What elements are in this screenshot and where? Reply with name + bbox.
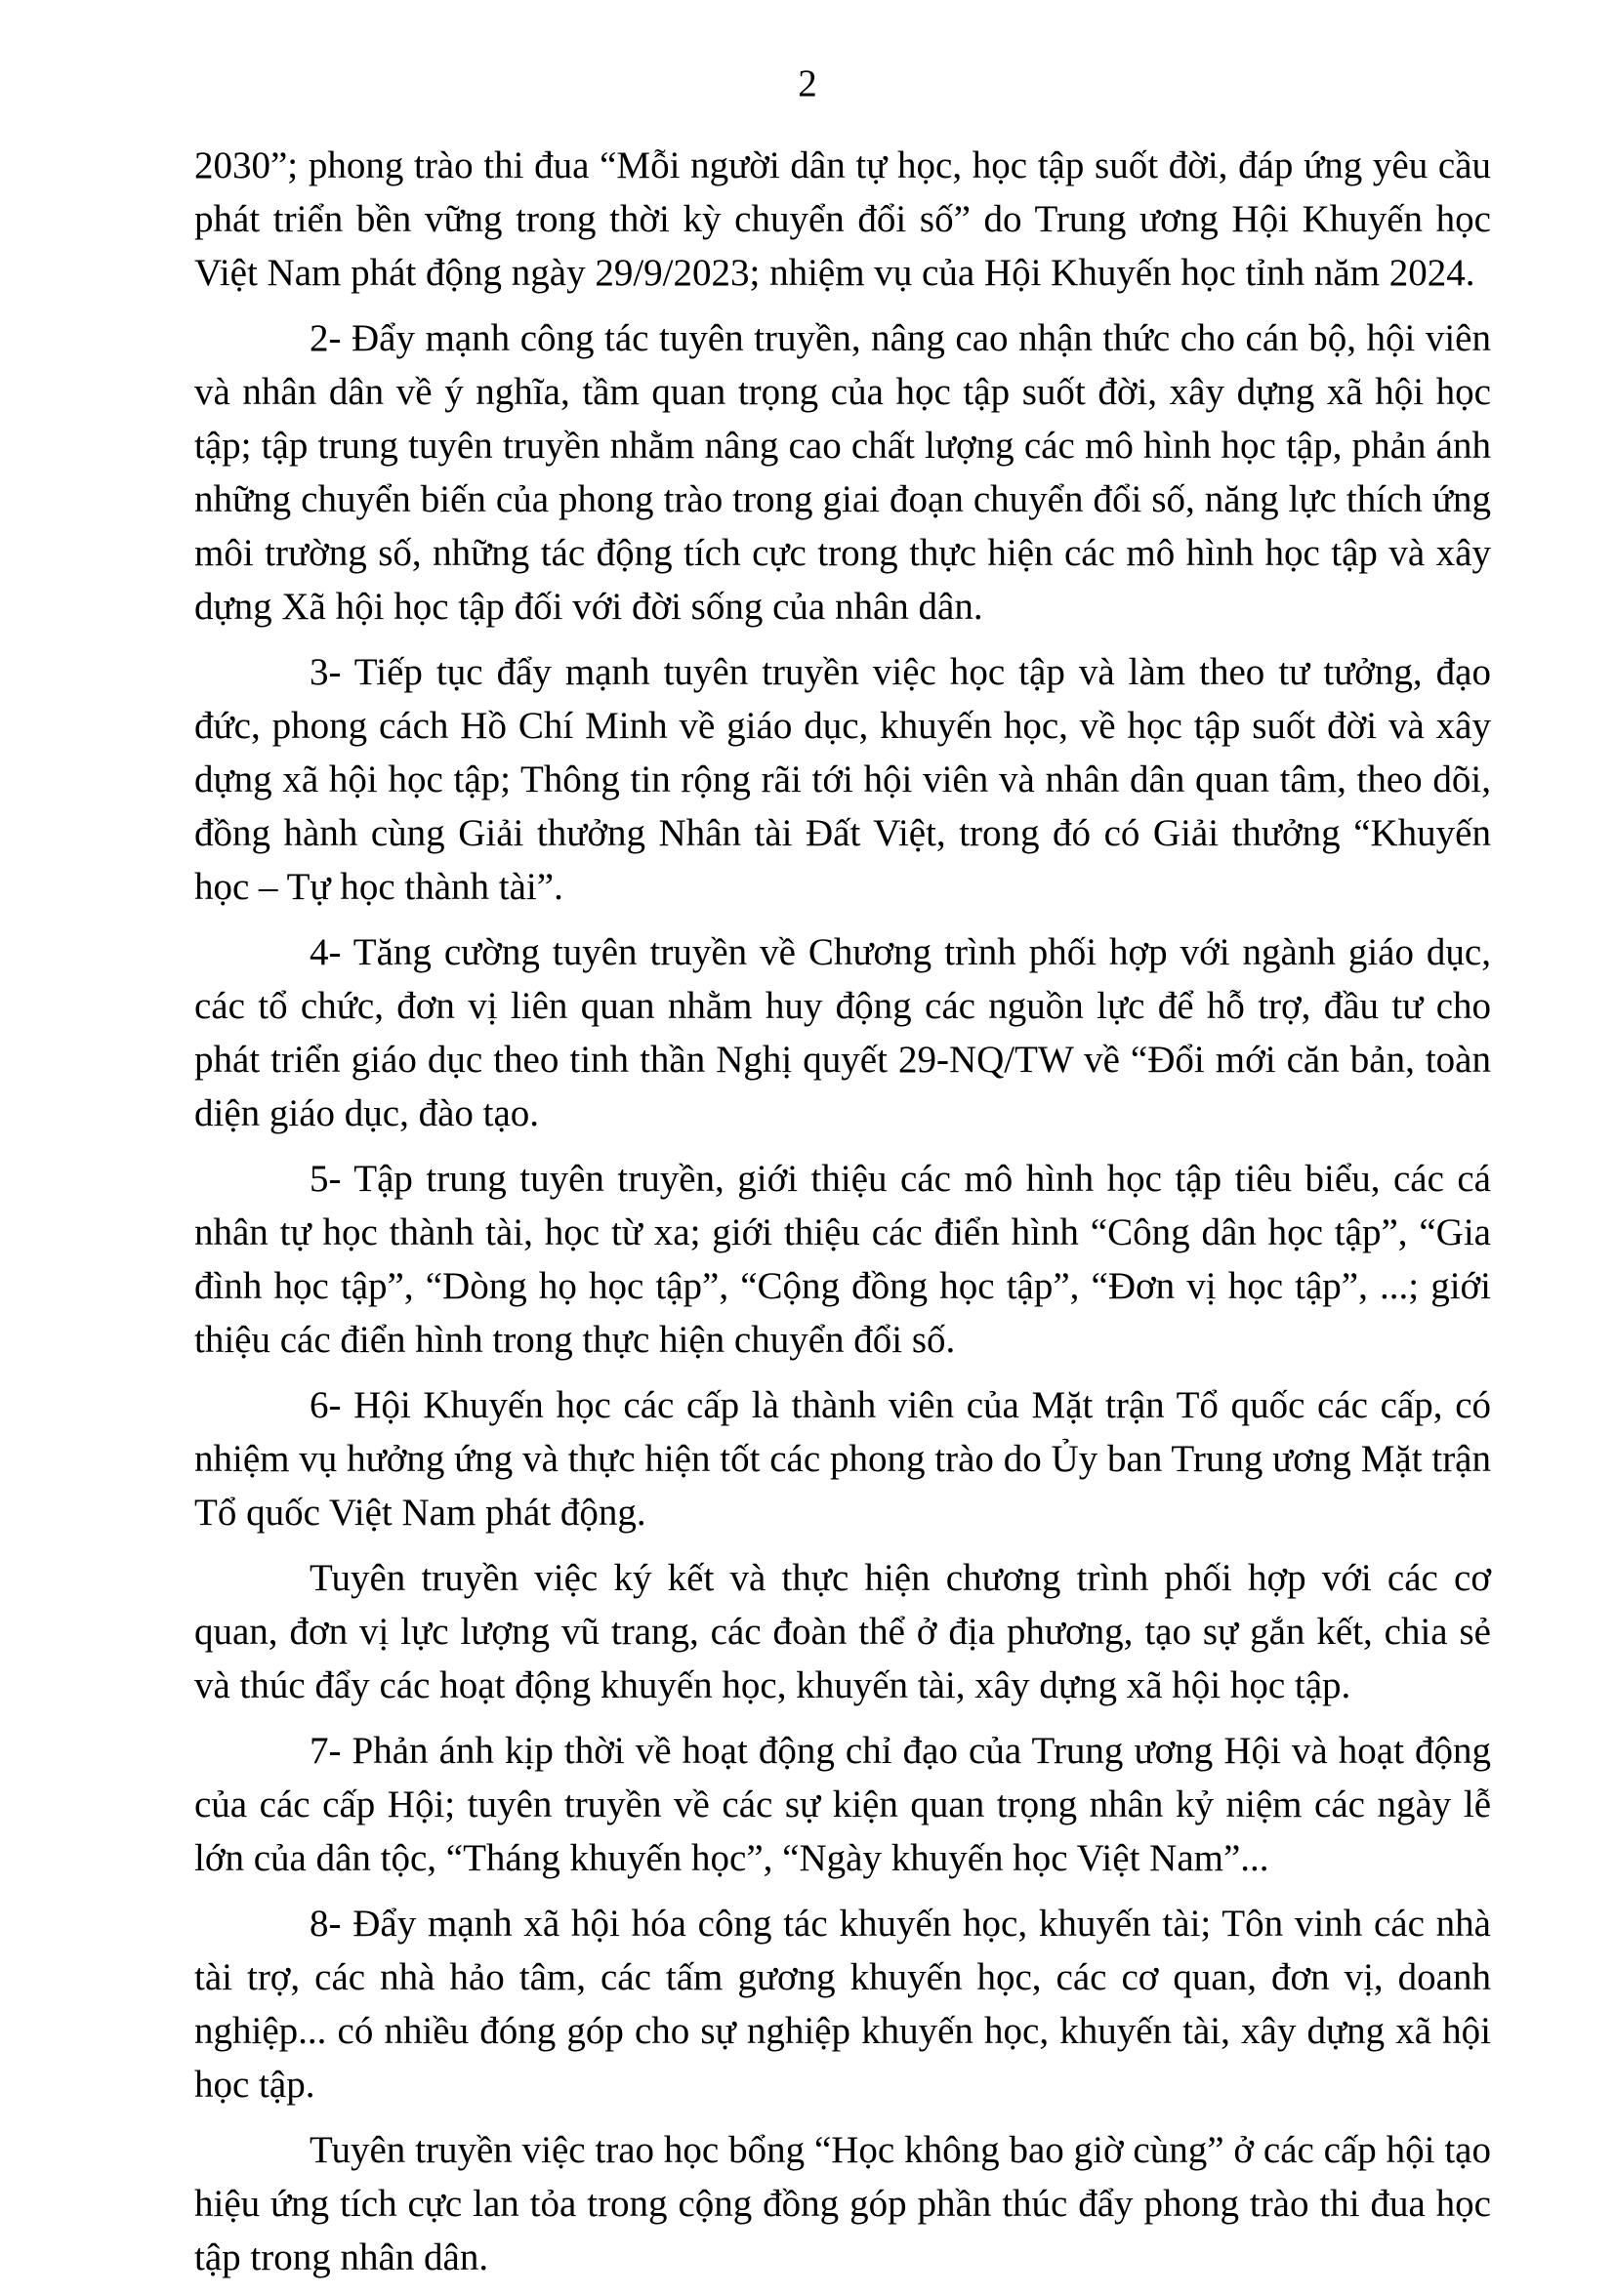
document-body [194,139,1491,2296]
page-number: 2 [798,62,817,104]
paragraph-continuation: 2030”; phong trào thi đua “Mỗi người dân tự học, học tập suốt đời, đáp ứng yêu cầu phát triển bền vững trong thời kỳ chuyển đổi số” do Trung ương Hội Khuyến học Việt Nam phát động ngày 29/9/2023; nhiệm vụ của Hội Khuyến học tỉnh năm 2024. [194,144,1491,294]
paragraph-item-8: 8- Đẩy mạnh xã hội hóa công tác khuyến học, khuyến tài; Tôn vinh các nhà tài trợ, các nhà hảo tâm, các tấm gương khuyến học, các cơ quan, đơn vị, doanh nghiệp... có nhiều đóng góp cho sự nghiệp khuyến học, khuyến tài, xây dựng xã hội học tập. [194,1903,1491,2106]
paragraph-item-3: 3- Tiếp tục đẩy mạnh tuyên truyền việc học tập và làm theo tư tưởng, đạo đức, phong cách Hồ Chí Minh về giáo dục, khuyến học, về học tập suốt đời và xây dựng xã hội học tập; Thông tin rộng rãi tới hội viên và nhân dân quan tâm, theo dõi, đồng hành cùng Giải thưởng Nhân tài Đất Việt, trong đó có Giải thưởng “Khuyến học – Tự học thành tài”. [194,651,1491,908]
paragraph-item-6-continued: Tuyên truyền việc ký kết và thực hiện chương trình phối hợp với các cơ quan, đơn vị lực lượng vũ trang, các đoàn thể ở địa phương, tạo sự gắn kết, chia sẻ và thúc đẩy các hoạt động khuyến học, khuyến tài, xây dựng xã hội học tập. [194,1557,1491,1706]
paragraph-item-8-continued: Tuyên truyền việc trao học bổng “Học không bao giờ cùng” ở các cấp hội tạo hiệu ứng tích cực lan tỏa trong cộng đồng góp phần thúc đẩy phong trào thi đua học tập trong nhân dân. [194,2129,1491,2278]
paragraph-item-5: 5- Tập trung tuyên truyền, giới thiệu các mô hình học tập tiêu biểu, các cá nhân tự học thành tài, học từ xa; giới thiệu các điển hình “Công dân học tập”, “Gia đình học tập”, “Dòng họ học tập”, “Cộng đồng học tập”, “Đơn vị học tập”, ...; giới thiệu các điển hình trong thực hiện chuyển đổi số. [194,1158,1491,1361]
paragraph-item-2: 2- Đẩy mạnh công tác tuyên truyền, nâng cao nhận thức cho cán bộ, hội viên và nhân dân về ý nghĩa, tầm quan trọng của học tập suốt đời, xây dựng xã hội học tập; tập trung tuyên truyền nhằm nâng cao chất lượng các mô hình học tập, phản ánh những chuyển biến của phong trào trong giai đoạn chuyển đổi số, năng lực thích ứng môi trường số, những tác động tích cực trong thực hiện các mô hình học tập và xây dựng Xã hội học tập đối với đời sống của nhân dân. [194,317,1491,628]
paragraph-item-6: 6- Hội Khuyến học các cấp là thành viên của Mặt trận Tổ quốc các cấp, có nhiệm vụ hưởng ứng và thực hiện tốt các phong trào do Ủy ban Trung ương Mặt trận Tổ quốc Việt Nam phát động. [194,1384,1491,1534]
paragraph-item-4: 4- Tăng cường tuyên truyền về Chương trình phối hợp với ngành giáo dục, các tổ chức, đơn vị liên quan nhằm huy động các nguồn lực để hỗ trợ, đầu tư cho phát triển giáo dục theo tinh thần Nghị quyết 29-NQ/TW về “Đổi mới căn bản, toàn diện giáo dục, đào tạo. [194,931,1491,1134]
paragraph-item-7: 7- Phản ánh kịp thời về hoạt động chỉ đạo của Trung ương Hội và hoạt động của các cấp Hội; tuyên truyền về các sự kiện quan trọng nhân kỷ niệm các ngày lễ lớn của dân tộc, “Tháng khuyến học”, “Ngày khuyến học Việt Nam”... [194,1730,1491,1879]
